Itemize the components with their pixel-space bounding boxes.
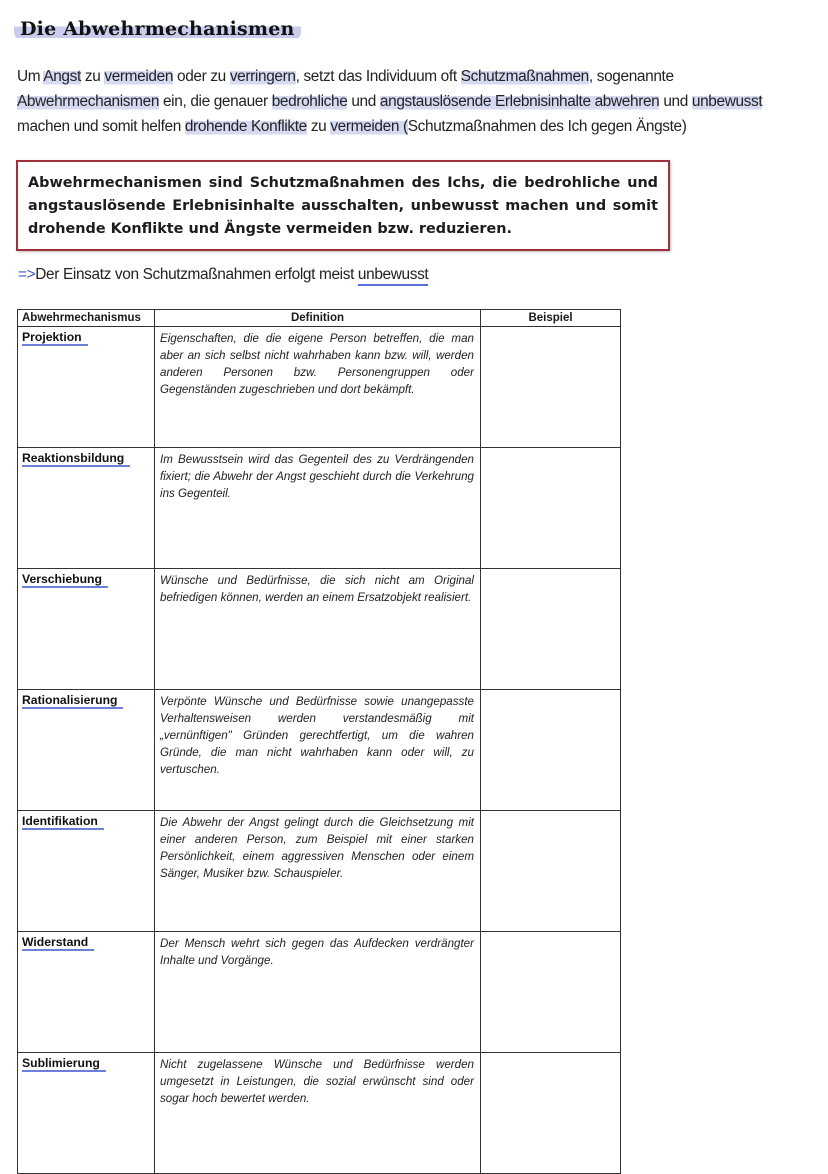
table-row bbox=[18, 569, 621, 690]
highlighted-term: Schutzmaßnahmen bbox=[460, 68, 589, 85]
mechanism-name-cell bbox=[18, 932, 155, 1053]
intro-text: machen und somit helfen bbox=[17, 118, 185, 135]
example-cell[interactable] bbox=[481, 690, 621, 811]
highlighted-term: verringern bbox=[229, 68, 296, 85]
page-title: Die Abwehrmechanismen bbox=[14, 18, 301, 40]
highlighted-term: angstauslösende Erlebnisinhalte abwehren bbox=[379, 93, 660, 110]
definition-cell: Eigenschaften, die die eigene Person betreffen, die man aber an sich selbst nicht wahrhaben kann bzw. will, werden anderen Personen bzw. Personengruppen oder Gegenständen zugeschrieben und dort bekämpft. bbox=[155, 327, 481, 448]
table-row bbox=[18, 448, 621, 569]
example-cell[interactable] bbox=[481, 811, 621, 932]
intro-text: und bbox=[347, 93, 380, 110]
definition-cell: Die Abwehr der Angst gelingt durch die Gleichsetzung mit einer anderen Person, zum Beispiel mit einer starken Persönlichkeit, einem aggressiven Menschen oder einem Sänger, Musiker bzw. Schauspieler. bbox=[155, 811, 481, 932]
definition-box: Abwehrmechanismen sind Schutzmaßnahmen des Ichs, die bedrohliche und angstauslösende Erlebnisinhalte ausschalten, unbewusst machen und somit drohende Konflikte und Ängste vermeiden bzw. reduzieren. bbox=[16, 160, 670, 251]
definition-cell: Wünsche und Bedürfnisse, die sich nicht am Original befriedigen können, werden an einem Ersatzobjekt realisiert. bbox=[155, 569, 481, 690]
mechanism-name-cell bbox=[18, 690, 155, 811]
mechanisms-table bbox=[17, 309, 621, 1174]
column-header-mechanism: Abwehrmechanismus bbox=[18, 310, 155, 327]
mechanism-name: Rationalisierung bbox=[22, 693, 123, 709]
mechanism-name: Projektion bbox=[22, 330, 88, 346]
intro-text: zu bbox=[80, 68, 105, 85]
column-header-definition: Definition bbox=[155, 310, 481, 327]
mechanism-name: Verschiebung bbox=[22, 572, 108, 588]
highlighted-term: vermeiden bbox=[104, 68, 174, 85]
intro-text: Schutzmaßnahmen des Ich gegen Ängste) bbox=[407, 118, 687, 135]
definition-cell: Verpönte Wünsche und Bedürfnisse sowie unangepasste Verhaltensweisen werden verstandesmäßig mit „vernünftigen" Gründen gerechtfertigt, um die wahren Gründe, die man nicht wahrhaben kann oder will, zu vertuschen. bbox=[155, 690, 481, 811]
definition-cell: Nicht zugelassene Wünsche und Bedürfnisse werden umgesetzt in Leistungen, die sozial erwünscht sind oder sogar hoch bewertet werden. bbox=[155, 1053, 481, 1174]
table-row bbox=[18, 1053, 621, 1174]
definition-cell: Der Mensch wehrt sich gegen das Aufdecken verdrängter Inhalte und Vorgänge. bbox=[155, 932, 481, 1053]
column-header-example: Beispiel bbox=[481, 310, 621, 327]
mechanism-name-cell bbox=[18, 327, 155, 448]
mechanism-name-cell bbox=[18, 569, 155, 690]
unconscious-note bbox=[18, 266, 428, 284]
highlighted-term: unbewusst bbox=[691, 93, 763, 110]
mechanism-name-cell bbox=[18, 448, 155, 569]
intro-text: , setzt das Individuum oft bbox=[295, 68, 461, 85]
intro-text: , sogenannte bbox=[588, 68, 674, 85]
highlighted-term: vermeiden ( bbox=[330, 118, 408, 135]
definition-cell: Im Bewusstsein wird das Gegenteil des zu Verdrängenden fixiert; die Abwehr der Angst geschieht durch die Verkehrung ins Gegenteil. bbox=[155, 448, 481, 569]
intro-text: Um bbox=[17, 68, 44, 85]
intro-paragraph bbox=[17, 64, 807, 139]
mechanism-name: Identifikation bbox=[22, 814, 104, 830]
mechanism-name-cell bbox=[18, 1053, 155, 1174]
mechanism-name: Sublimierung bbox=[22, 1056, 106, 1072]
table-row bbox=[18, 690, 621, 811]
intro-text: zu bbox=[306, 118, 331, 135]
arrow-symbol: => bbox=[18, 266, 36, 283]
highlighted-term: drohende Konflikte bbox=[184, 118, 307, 135]
table-row bbox=[18, 327, 621, 448]
example-cell[interactable] bbox=[481, 932, 621, 1053]
example-cell[interactable] bbox=[481, 448, 621, 569]
highlighted-term: Angst bbox=[43, 68, 81, 85]
intro-text: ein, die genauer bbox=[159, 93, 272, 110]
table-header-row bbox=[18, 310, 621, 327]
intro-text: und bbox=[659, 93, 692, 110]
intro-text: oder zu bbox=[173, 68, 230, 85]
table-row bbox=[18, 932, 621, 1053]
mechanism-name: Reaktionsbildung bbox=[22, 451, 130, 467]
mechanism-name: Widerstand bbox=[22, 935, 94, 951]
example-cell[interactable] bbox=[481, 569, 621, 690]
note-text: Der Einsatz von Schutzmaßnahmen erfolgt meist bbox=[35, 266, 358, 283]
example-cell[interactable] bbox=[481, 1053, 621, 1174]
highlighted-term: bedrohliche bbox=[271, 93, 348, 110]
highlighted-term: Abwehrmechanismen bbox=[17, 93, 160, 110]
example-cell[interactable] bbox=[481, 327, 621, 448]
table-row bbox=[18, 811, 621, 932]
mechanism-name-cell bbox=[18, 811, 155, 932]
note-underlined-word: unbewusst bbox=[358, 266, 428, 286]
